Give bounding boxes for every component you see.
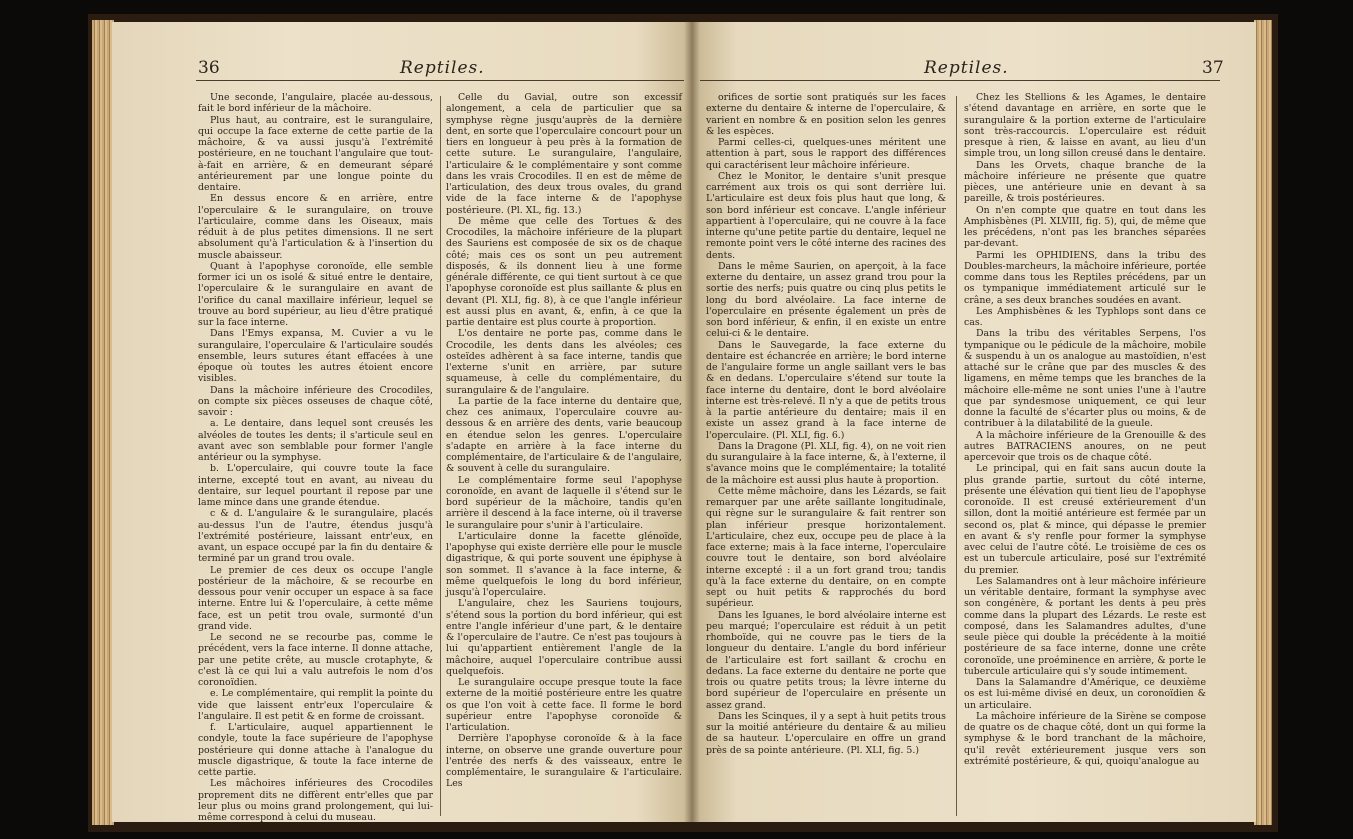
paragraph: Derrière l'apophyse coronoïde & à la face interne, on observe une grande ouverture pour l'entrée des nerfs & des vaisseaux, entre le complémentaire, le surangulaire & l'articulaire. Les — [446, 733, 682, 790]
paragraph: Le complémentaire forme seul l'apophyse coronoïde, en avant de laquelle il s'étend sur le bord supérieur de la mâchoire, tandis qu'en arrière il descend à la face interne, où il traverse le surangulaire pour s'unir à l'articulaire. — [446, 474, 682, 531]
paragraph: Cette même mâchoire, dans les Lézards, se fait remarquer par une arête saillante longitudinale, qui règne sur le surangulaire & fait rentrer son plan inférieur presque horizontalement. L'articulaire, chez eux, occupe peu de place à la face externe; mais à la face interne, l'operculaire couvre tout le dentaire, son bord alvéolaire interne excepté : il a un fort grand trou; tandis qu'à la face externe du dentaire, on en compte sept ou huit petits & rapprochés du bord supérieur. — [706, 485, 946, 610]
paragraph: Dans la Salamandre d'Amérique, ce deuxième os est lui-même divisé en deux, un coronoïdien & un articulaire. — [964, 677, 1206, 711]
left-page — [112, 22, 694, 822]
right-page-header — [692, 58, 1256, 82]
paragraph: f. L'articulaire, auquel appartiennent le condyle, toute la face supérieure de l'apophyse postérieure qui donne attache à l'analogue du muscle digastrique, & toute la face interne de cette partie. — [198, 722, 433, 778]
paragraph: Plus haut, au contraire, est le surangulaire, qui occupe la face externe de cette partie de la mâchoire, & va aussi jusqu'à l'extrémité postérieure, en ne touchant l'angulaire que tout-à-fait en arrière, & en demeurant séparé antérieurement par une longue pointe du dentaire. — [198, 114, 433, 193]
paragraph: Dans les Iguanes, le bord alvéolaire interne est peu marqué; l'operculaire est réduit à un petit rhomboïde, qui ne couvre pas le tiers de la longueur du dentaire. L'angle du bord inférieur de l'articulaire est fort saillant & crochu en dedans. La face externe du dentaire ne porte que trois ou quatre petits trous; la lèvre interne du bord supérieur de l'operculaire en présente un assez grand. — [706, 609, 946, 711]
paragraph: Chez les Stellions & les Agames, le dentaire s'étend davantage en arrière, en sorte que le surangulaire & la portion externe de l'articulaire sont très-raccourcis. L'operculaire est réduit presque à rien, & laisse en avant, au lieu d'un simple trou, un long sillon creusé dans le dentaire. — [964, 92, 1206, 160]
paragraph: Quant à l'apophyse coronoïde, elle semble former ici un os isolé & situé entre le dentaire, l'operculaire & le surangulaire en avant de l'orifice du canal maxillaire inférieur, lequel se trouve au bord supérieur, au lieu d'être pratiqué sur la face interne. — [198, 260, 433, 328]
left-column-1 — [198, 92, 433, 822]
right-page-number: 37 — [1202, 58, 1224, 78]
paragraph: Les Salamandres ont à leur mâchoire inférieure un véritable dentaire, formant la symphyse avec son congénère, & portant les dents à peu près comme dans la plupart des Lézards. Le reste est composé, dans les Salamandres adultes, d'une seule pièce qui double la précédente à la moitié postérieure de sa face interne, donne une crête coronoïde, une proéminence en arrière, & porte le tubercule articulaire qui s'y soude intimement. — [964, 575, 1206, 677]
paragraph: Le second ne se recourbe pas, comme le précédent, vers la face interne. Il donne attache, par une petite crête, au muscle crotaphyte, & c'est là ce qui lui a valu autrefois le nom d'os coronoïdien. — [198, 632, 433, 688]
left-running-title: Reptiles. — [400, 58, 485, 78]
page-edges-right — [1254, 20, 1272, 825]
right-column-1 — [706, 92, 946, 756]
paragraph: Les Amphisbènes & les Typhlops sont dans ce cas. — [964, 305, 1206, 328]
paragraph: Dans les Orvets, chaque branche de la mâchoire inférieure ne présente que quatre pièces, une antérieure unie en devant à sa pareille, & trois postérieures. — [964, 159, 1206, 205]
right-page — [692, 22, 1256, 822]
paragraph: Parmi celles-ci, quelques-unes méritent une attention à part, sous le rapport des différences qui caractérisent leur mâchoire inférieure. — [706, 137, 946, 171]
paragraph: Dans le même Saurien, on aperçoit, à la face externe du dentaire, un assez grand trou pour la sortie des nerfs; puis quatre ou cinq plus petits le long du bord alvéolaire. La face interne de l'operculaire en présente également un près de son bord inférieur, & enfin, il en existe un entre celui-ci & le dentaire. — [706, 260, 946, 340]
page-edges-left — [92, 20, 114, 825]
paragraph: Le surangulaire occupe presque toute la face externe de la moitié postérieure entre les quatre os que l'on voit à cette face. Il forme le bord supérieur entre l'apophyse coronoïde & l'articulation. — [446, 677, 682, 733]
paragraph: Une seconde, l'angulaire, placée au-dessous, fait le bord inférieur de la mâchoire. — [198, 92, 433, 115]
paragraph: Le premier de ces deux os occupe l'angle postérieur de la mâchoire, & se recourbe en dessous pour venir occuper un espace à sa face interne. Entre lui & l'operculaire, à cette même face, est un petit trou ovale, surmonté d'un grand vide. — [198, 564, 433, 632]
paragraph: Dans la Dragone (Pl. XLI, fig. 4), on ne voit rien du surangulaire à la face interne, &, à l'externe, il s'avance moins que le complémentaire; la totalité de la mâchoire est aussi plus haute à proportion. — [706, 440, 946, 486]
paragraph: La mâchoire inférieure de la Sirène se compose de quatre os de chaque côté, dont un qui forme la symphyse & le bord tranchant de la mâchoire, qu'il revêt extérieurement jusque vers son extrémité postérieure, & qui, quoiqu'analogue au — [964, 710, 1206, 767]
paragraph: Dans le Sauvegarde, la face externe du dentaire est échancrée en arrière; le bord interne de l'angulaire forme un angle saillant vers le bas & en dedans. L'operculaire s'étend sur toute la face interne du dentaire, dont le bord alvéolaire interne est très-relevé. Il n'y a que de petits trous à la partie antérieure du dentaire; mais il en existe un assez grand à la face interne de l'operculaire. (Pl. XLI, fig. 6.) — [706, 339, 946, 441]
paragraph: Dans les Scinques, il y a sept à huit petits trous sur la moitié antérieure du dentaire & au milieu de sa hauteur. L'operculaire en offre un grand près de sa pointe antérieure. (Pl. XLI, fig. 5.) — [706, 710, 946, 756]
paragraph: Le principal, qui en fait sans aucun doute la plus grande partie, surtout du côté interne, présente une élévation qui tient lieu de l'apophyse coronoïde. Il est creusé extérieurement d'un sillon, dont la moitié antérieure est fermée par un second os, plat & mince, qui dépasse le premier en avant & s'y renfle pour former la symphyse avec celui de l'autre côté. Le troisième de ces os est un tubercule articulaire, posé sur l'extrémité du premier. — [964, 463, 1206, 576]
paragraph: Les mâchoires inférieures des Crocodiles proprement dits ne diffèrent entr'elles que par leur plus ou moins grand prolongement, qui lui-même correspond à celui du museau. — [198, 778, 433, 822]
paragraph: orifices de sortie sont pratiqués sur les faces externe du dentaire & interne de l'operculaire, & varient en nombre & en position selon les genres & les espèces. — [706, 92, 946, 137]
right-column-divider — [956, 96, 957, 816]
paragraph: De même que celle des Tortues & des Crocodiles, la mâchoire inférieure de la plupart des Sauriens est composée de six os de chaque côté; mais ces os sont un peu autrement disposés, & ils donnent lieu à une forme générale différente, ce qui tient surtout à ce que l'apophyse coronoïde est plus saillante & plus en devant (Pl. XLI, fig. 8), à ce que l'angle inférieur est aussi plus en avant, &, enfin, à ce que la partie dentaire est plus courte à proportion. — [446, 215, 682, 328]
paragraph: b. L'operculaire, qui couvre toute la face interne, excepté tout en avant, au niveau du dentaire, sur lequel pourtant il repose par une lame mince dans une grande étendue. — [198, 463, 433, 508]
left-page-header — [112, 58, 694, 82]
paragraph: Chez le Monitor, le dentaire s'unit presque carrément aux trois os qui sont derrière lui. L'articulaire est deux fois plus haut que long, & son bord inférieur est concave. L'angle inférieur appartient à l'operculaire, qui ne couvre à la face interne qu'une petite partie du dentaire, lequel ne remonte point vers le côté interne des racines des dents. — [706, 170, 946, 261]
paragraph: Parmi les OPHIDIENS, dans la tribu des Doubles-marcheurs, la mâchoire inférieure, portée comme dans tous les Reptiles précédens, par un os tympanique immédiatement articulé sur le crâne, a ses deux branches soudées en avant. — [964, 249, 1206, 306]
paragraph: L'articulaire donne la facette glénoïde, l'apophyse qui existe derrière elle pour le muscle digastrique, & qui porte souvent une épiphyse à son sommet. Il s'avance à la face interne, & même quelquefois le long du bord inférieur, jusqu'à l'operculaire. — [446, 530, 682, 598]
paragraph: Dans l'Emys expansa, M. Cuvier a vu le surangulaire, l'operculaire & l'articulaire soudés ensemble, leurs sutures étant effacées à une époque où toutes les autres étoient encore visibles. — [198, 328, 433, 385]
paragraph: a. Le dentaire, dans lequel sont creusés les alvéoles de toutes les dents; il s'articule seul en avant avec son semblable pour former l'angle antérieur ou la symphyse. — [198, 418, 433, 463]
paragraph: La partie de la face interne du dentaire que, chez ces animaux, l'operculaire couvre au-dessous & en arrière des dents, varie beaucoup en étendue selon les genres. L'operculaire s'adapte en arrière à la face interne du complémentaire, de l'articulaire & de l'angulaire, & souvent à celle du surangulaire. — [446, 395, 682, 475]
left-header-rule — [196, 80, 684, 81]
left-column-2 — [446, 92, 682, 790]
book-gutter — [684, 22, 700, 822]
paragraph: c & d. L'angulaire & le surangulaire, placés au-dessus l'un de l'autre, étendus jusqu'à l'extrémité postérieure, laissant entr'eux, en avant, un espace occupé par la fin du dentaire & terminé par un grand trou ovale. — [198, 508, 433, 565]
paragraph: Dans la mâchoire inférieure des Crocodiles, on compte six pièces osseuses de chaque côté, savoir : — [198, 384, 433, 418]
left-column-divider — [440, 96, 441, 816]
paragraph: L'os dentaire ne porte pas, comme dans le Crocodile, les dents dans les alvéoles; ces osteïdes adhèrent à sa face interne, tandis que l'externe s'unit en arrière, par suture squameuse, à celle du complémentaire, du surangulaire & de l'angulaire. — [446, 328, 682, 396]
right-running-title: Reptiles. — [924, 58, 1009, 78]
paragraph: e. Le complémentaire, qui remplit la pointe du vide que laissent entr'eux l'operculaire & l'angulaire. Il est petit & en forme de croissant. — [198, 688, 433, 722]
paragraph: L'angulaire, chez les Sauriens toujours, s'étend sous la portion du bord inférieur, qui est entre l'angle inférieur d'une part, & le dentaire & l'operculaire de l'autre. Ce n'est pas toujours à lui qu'appartient entièrement l'angle de la mâchoire, auquel l'operculaire contribue aussi quelquefois. — [446, 598, 682, 677]
paragraph: On n'en compte que quatre en tout dans les Amphisbènes (Pl. XLVIII, fig. 5), qui, de même que les précédens, n'ont pas les branches séparées par-devant. — [964, 204, 1206, 250]
paragraph: Dans la tribu des véritables Serpens, l'os tympanique ou le pédicule de la mâchoire, mobile & suspendu à un os analogue au mastoïdien, n'est attaché sur le crâne que par des muscles & des ligamens, en même temps que les branches de la mâchoire elle-même ne sont unies l'une à l'autre que par syndesmose uniquement, ce qui leur donne la faculté de s'écarter plus ou moins, & de contribuer à la dilatabilité de la gueule. — [964, 328, 1206, 430]
right-header-rule — [700, 80, 1220, 81]
paragraph: En dessus encore & en arrière, entre l'operculaire & le surangulaire, on trouve l'articulaire, comme dans les Oiseaux, mais réduit à de plus petites dimensions. Il ne sert absolument qu'à l'articulation & à l'insertion du muscle abaisseur. — [198, 193, 433, 261]
paragraph: A la mâchoire inférieure de la Grenouille & des autres BATRACIENS anoures, on ne peut apercevoir que trois os de chaque côté. — [964, 429, 1206, 463]
right-column-2 — [964, 92, 1206, 767]
paragraph: Celle du Gavial, outre son excessif alongement, a cela de particulier que sa symphyse règne jusqu'auprès de la dernière dent, en sorte que l'operculaire concourt pour un tiers en longueur à peu près à la formation de cette suture. Le surangulaire, l'angulaire, l'articulaire & le complémentaire y sont comme dans les vrais Crocodiles. Il en est de même de l'articulation, des deux trous ovales, du grand vide de la face interne & de l'apophyse postérieure. (Pl. XL, fig. 13.) — [446, 92, 682, 216]
left-page-number: 36 — [198, 58, 220, 78]
